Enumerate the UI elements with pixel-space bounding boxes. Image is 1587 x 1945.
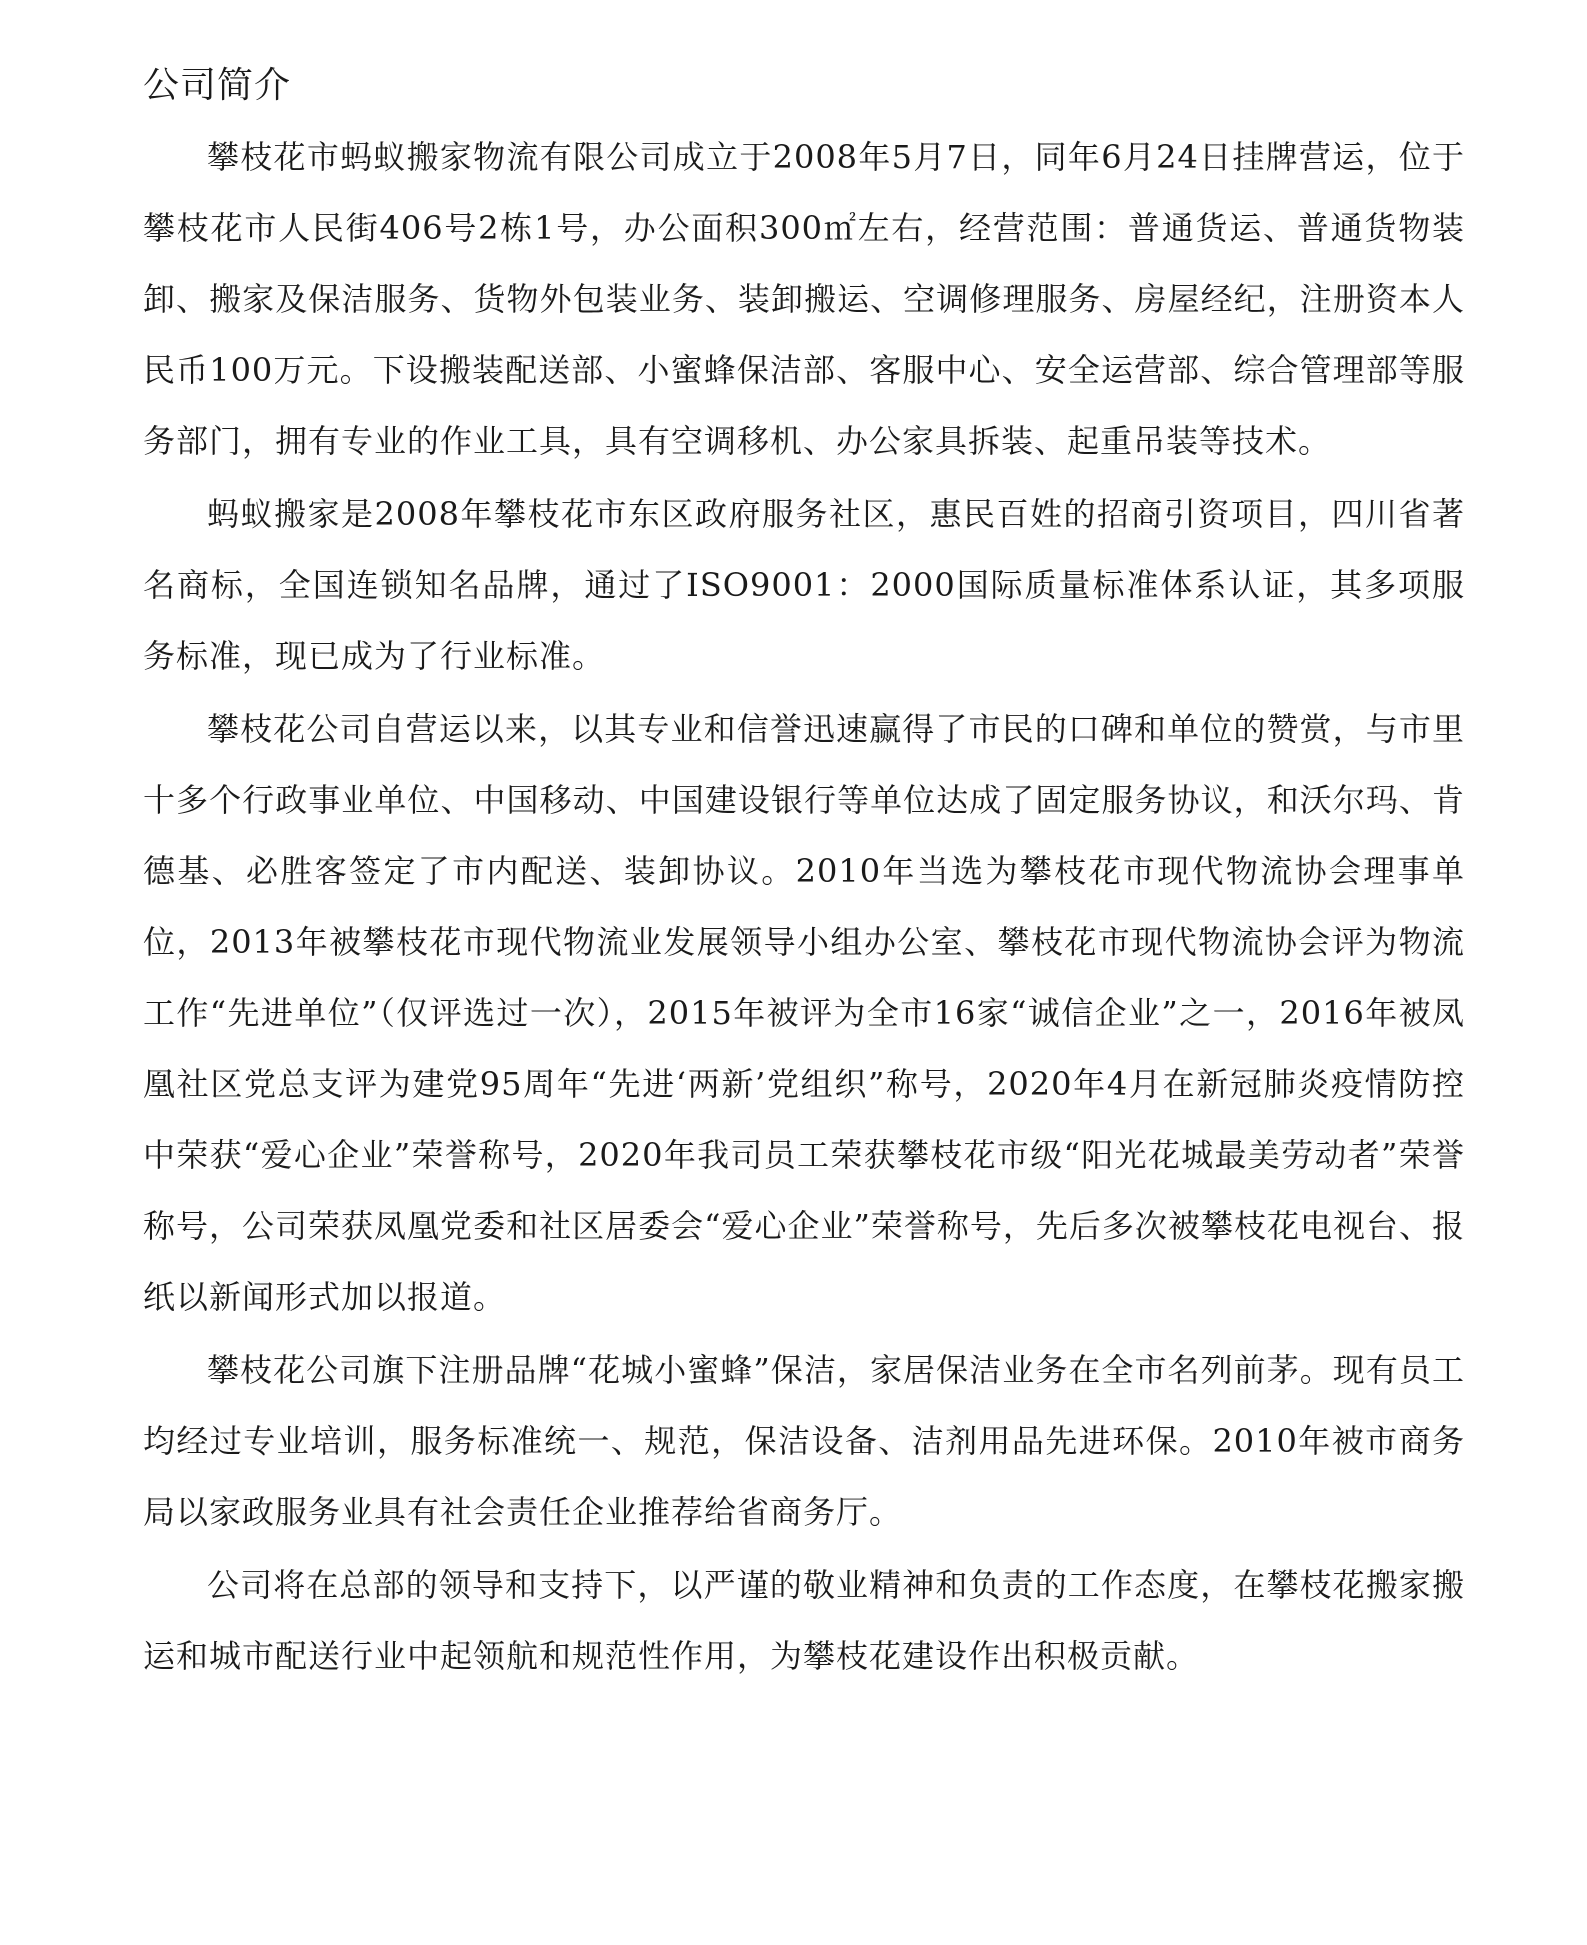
paragraph-honors: 攀枝花公司自营运以来，以其专业和信誉迅速赢得了市民的口碑和单位的赞赏，与市里十多个行政事业单位、中国移动、中国建设银行等单位达成了固定服务协议，和沃尔玛、肯德基、必胜客签定了市内配送、装卸协议。2010年当选为攀枝花市现代物流协会理事单位，2013年被攀枝花市现代物流业发展领导小组办公室、攀枝花市现代物流协会评为物流工作“先进单位”（仅评选过一次），2015年被评为全市16家“诚信企业”之一，2016年被凤凰社区党总支评为建党95周年“先进‘两新’党组织”称号，2020年4月在新冠肺炎疫情防控中荣获“爱心企业”荣誉称号，2020年我司员工荣获攀枝花市级“阳光花城最美劳动者”荣誉称号，公司荣获凤凰党委和社区居委会“爱心企业”荣誉称号，先后多次被攀枝花电视台、报纸以新闻形式加以报道。 (143, 710, 1465, 1316)
paragraph-outlook: 公司将在总部的领导和支持下，以严谨的敬业精神和负责的工作态度，在攀枝花搬家搬运和城市配送行业中起领航和规范性作用，为攀枝花建设作出积极贡献。 (143, 1566, 1465, 1675)
paragraph-company-overview: 攀枝花市蚂蚁搬家物流有限公司成立于2008年5月7日，同年6月24日挂牌营运，位于攀枝花市人民街406号2栋1号，办公面积300㎡左右，经营范围：普通货运、普通货物装卸、搬家及保洁服务、货物外包装业务、装卸搬运、空调修理服务、房屋经纪，注册资本人民币100万元。下设搬装配送部、小蜜蜂保洁部、客服中心、安全运营部、综合管理部等服务部门，拥有专业的作业工具，具有空调移机、办公家具拆装、起重吊装等技术。 (143, 138, 1465, 460)
document-page (143, 60, 1465, 1694)
paragraph-brand-certification: 蚂蚁搬家是2008年攀枝花市东区政府服务社区，惠民百姓的招商引资项目，四川省著名商标，全国连锁知名品牌，通过了ISO9001：2000国际质量标准体系认证，其多项服务标准，现已成为了行业标准。 (143, 495, 1465, 675)
paragraph-cleaning-brand: 攀枝花公司旗下注册品牌“花城小蜜蜂”保洁，家居保洁业务在全市名列前茅。现有员工均经过专业培训，服务标准统一、规范，保洁设备、洁剂用品先进环保。2010年被市商务局以家政服务业具有社会责任企业推荐给省商务厅。 (143, 1351, 1465, 1531)
document-title: 公司简介 (143, 65, 292, 106)
